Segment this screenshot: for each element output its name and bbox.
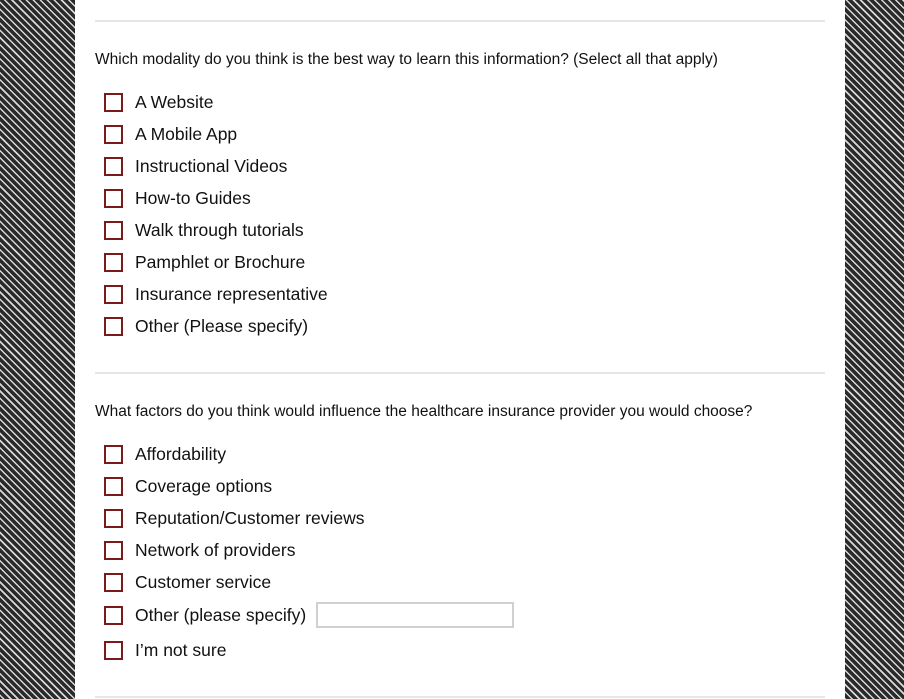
- other-factor-text-input[interactable]: [316, 602, 514, 628]
- section-divider: [95, 696, 825, 698]
- option-other-factor[interactable]: [104, 602, 514, 628]
- option-pamphlet-or-brochure[interactable]: [104, 250, 305, 274]
- instructional-videos-checkbox[interactable]: [104, 157, 123, 176]
- section-divider: [95, 20, 825, 22]
- option-not-sure[interactable]: [104, 638, 226, 662]
- option-a-mobile-app[interactable]: [104, 122, 237, 146]
- option-label: I’m not sure: [135, 639, 227, 660]
- not-sure-checkbox[interactable]: [104, 641, 123, 660]
- option-walk-through-tutorials[interactable]: [104, 218, 304, 242]
- option-how-to-guides[interactable]: [104, 186, 251, 210]
- coverage-options-checkbox[interactable]: [104, 477, 123, 496]
- how-to-guides-checkbox[interactable]: [104, 189, 123, 208]
- option-label: Coverage options: [135, 475, 273, 496]
- affordability-checkbox[interactable]: [104, 445, 123, 464]
- other-factor-checkbox[interactable]: [104, 606, 123, 625]
- option-label: Walk through tutorials: [135, 219, 304, 240]
- reputation-reviews-checkbox[interactable]: [104, 509, 123, 528]
- option-label: A Mobile App: [135, 123, 238, 144]
- option-label: Network of providers: [135, 539, 296, 560]
- question-2-text: What factors do you think would influence the healthcare insurance provider you would choose?: [95, 403, 753, 420]
- option-reputation-reviews[interactable]: [104, 506, 365, 530]
- option-label: How-to Guides: [135, 187, 251, 208]
- option-a-website[interactable]: [104, 90, 213, 114]
- a-mobile-app-checkbox[interactable]: [104, 125, 123, 144]
- insurance-representative-checkbox[interactable]: [104, 285, 123, 304]
- option-label: Other (please specify): [135, 604, 307, 625]
- option-label: A Website: [135, 91, 214, 112]
- option-label: Customer service: [135, 571, 272, 592]
- option-other-modality[interactable]: [104, 314, 308, 338]
- option-affordability[interactable]: [104, 442, 226, 466]
- option-label: Insurance representative: [135, 283, 328, 304]
- option-instructional-videos[interactable]: [104, 154, 287, 178]
- section-divider: [95, 372, 825, 374]
- option-network-of-providers[interactable]: [104, 538, 295, 562]
- option-insurance-representative[interactable]: [104, 282, 328, 306]
- a-website-checkbox[interactable]: [104, 93, 123, 112]
- survey-panel: [75, 0, 845, 699]
- walk-through-tutorials-checkbox[interactable]: [104, 221, 123, 240]
- option-coverage-options[interactable]: [104, 474, 272, 498]
- question-1-text: Which modality do you think is the best way to learn this information? (Select all that apply): [95, 51, 718, 68]
- option-label: Other (Please specify): [135, 315, 309, 336]
- pamphlet-or-brochure-checkbox[interactable]: [104, 253, 123, 272]
- option-label: Instructional Videos: [135, 155, 288, 176]
- network-of-providers-checkbox[interactable]: [104, 541, 123, 560]
- option-label: Pamphlet or Brochure: [135, 251, 306, 272]
- customer-service-checkbox[interactable]: [104, 573, 123, 592]
- option-customer-service[interactable]: [104, 570, 271, 594]
- other-modality-checkbox[interactable]: [104, 317, 123, 336]
- option-label: Reputation/Customer reviews: [135, 507, 365, 528]
- option-label: Affordability: [135, 443, 227, 464]
